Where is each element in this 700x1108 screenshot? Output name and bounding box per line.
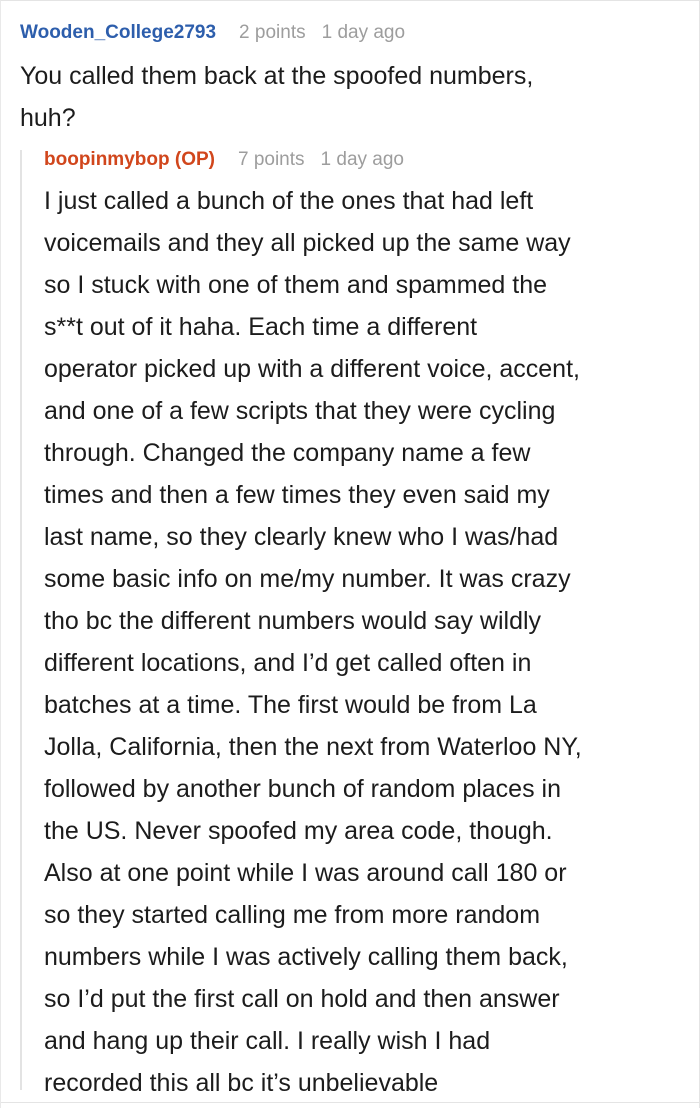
comment-points: 2 points	[239, 22, 306, 43]
comment-reply	[44, 148, 692, 1104]
username-link[interactable]: Wooden_College2793	[20, 22, 217, 43]
thread-collapse-line[interactable]	[20, 150, 22, 1090]
comment-points: 7 points	[237, 149, 305, 170]
comment-body-text: I just called a bunch of the ones that had left voicemails and they all picked up the same way so I stuck with one of them and spammed the s**t out of it haha. Each time a different operator picked up with a different voice, accent, and one of a few scripts that they were cycling through. Changed the company name a few times and then a few times they even said my last name, so they clearly knew who I was/had some basic info on me/my number. It was crazy tho bc the different numbers would say wildly different locations, and I’d get called often in batches at a time. The first would be from La Jolla, California, then the next from Waterloo NY, followed by another bunch of random places in the US. Never spoofed my area code, though. Also at one point while I was around call 180 or so they started calling me from more random numbers while I was actively calling them back, so I’d put the first call on hold and then answer and hang up their call. I really wish I had recorded this all bc it’s unbelievable	[44, 187, 582, 1097]
username-op-link[interactable]: boopinmybop (OP)	[44, 149, 215, 170]
comment-parent-header	[20, 21, 686, 44]
comment-body-text: You called them back at the spoofed numbers, huh?	[20, 62, 534, 132]
comment-timestamp: 1 day ago	[320, 149, 404, 170]
comment-timestamp: 1 day ago	[321, 22, 406, 43]
comment-parent	[20, 21, 686, 139]
bottom-divider	[1, 1102, 699, 1103]
comment-reply-header	[44, 148, 692, 171]
